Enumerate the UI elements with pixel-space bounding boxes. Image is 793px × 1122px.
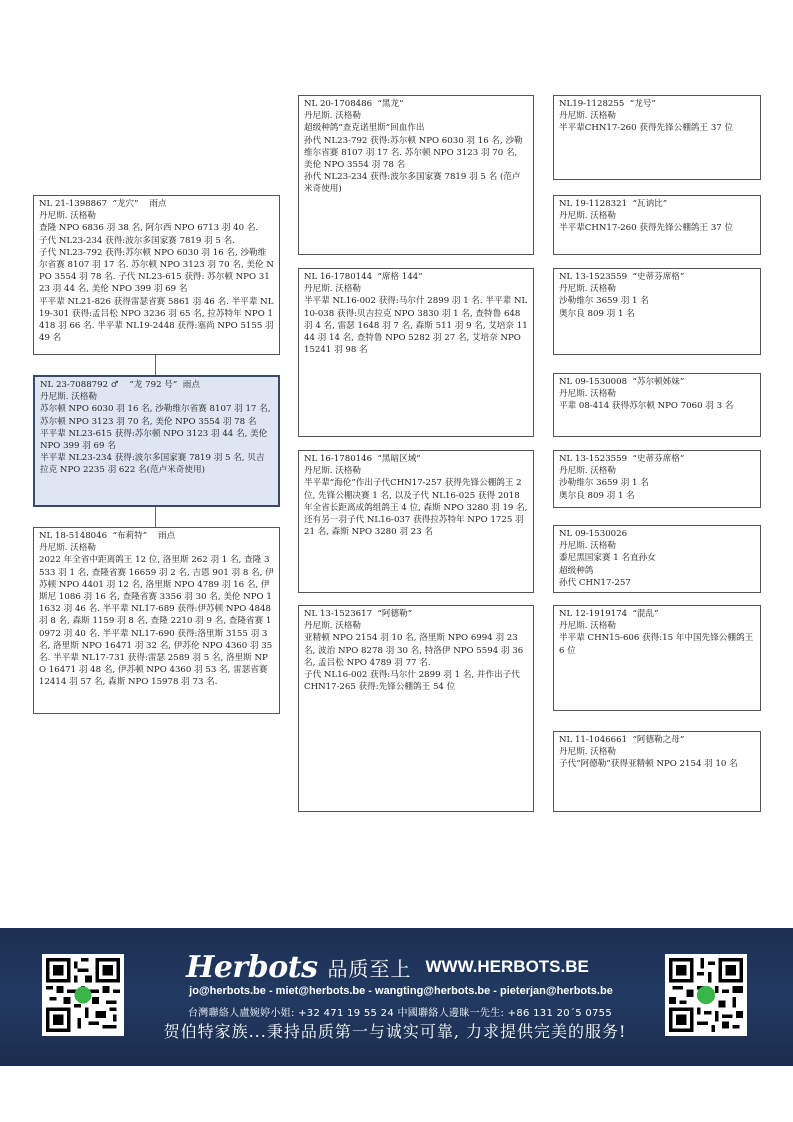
- pedigree-card-dss: [553, 450, 761, 508]
- pedigree-card-ssd: [553, 195, 761, 255]
- results-text: 沙勒维尔 3659 羽 1 名: [559, 478, 649, 489]
- results-text: 半平辈 NL23-234 获得:波尔多国家赛 7819 羽 5 名, 贝吉拉克 NPO 2235 羽 622 名(范卢米奇使用): [40, 453, 265, 476]
- ring-number-name: NL 19-1128321 “瓦讷比”: [559, 199, 668, 209]
- qr-code-icon[interactable]: [42, 954, 124, 1036]
- pedigree-card-sire: [33, 195, 280, 355]
- breeder-name: 丹尼斯. 沃格勒: [304, 621, 362, 632]
- results-text: 沙勒维尔 3659 羽 1 名: [559, 296, 649, 307]
- breeder-name: 丹尼斯. 沃格勒: [559, 211, 617, 222]
- results-text: 子代 NL23-792 获得:苏尔顿 NPO 6030 羽 16 名, 沙勒维尔省赛 8107 羽 17 名. 苏尔顿 NPO 3123 羽 70 名, 美伦 NPO 3554 羽 78 名. 子代 NL23-615 获得: 苏尔顿 NPO 3123 羽 44 名, 美伦 NPO 399 羽 69 名: [39, 247, 274, 295]
- pedigree-card-dam: [33, 527, 280, 714]
- connector-subject-dam: [155, 507, 156, 527]
- results-text: 亚精顿 NPO 2154 羽 10 名, 洛里斯 NPO 6994 羽 23 名, 波治 NPO 8278 羽 30 名, 特洛伊 NPO 5594 羽 36 名, 孟吕松 NPO 4789 羽 77 名.: [304, 633, 526, 668]
- ring-number-name: NL 13-1523617 “阿德勒”: [304, 609, 413, 619]
- results-text: 奥尔良 809 羽 1 名: [559, 308, 635, 319]
- results-text: 半平辈CHN17-260 获得先锋公棚鸽王 37 位: [559, 223, 734, 234]
- ring-number-name: NL 09-1530008 “苏尔顿姊妹”: [559, 377, 685, 387]
- breeder-name: 丹尼斯. 沃格勒: [559, 284, 617, 295]
- pedigree-card-dsd: [553, 525, 761, 593]
- ring-number-name: NL 12-1919174 “混乱”: [559, 609, 659, 619]
- results-text: 平平辈 NL21-826 获得雷瑟省赛 5861 羽 46 名. 半平辈 NL19-301 获得:孟吕松 NPO 3236 羽 65 名, 拉苏特年 NPO 1418 羽 66 名. 半平辈 NL19-2448 获得:塞尚 NPO 5155 羽 49 名: [39, 296, 277, 344]
- results-text: 超级种鸽“查克诺里斯”回血作出: [304, 123, 425, 134]
- results-text: 半平辈“海伦”作出子代CHN17-257 获得先锋公棚鸽王 2 位, 先锋公棚决赛 1 名, 以及子代 NL16-025 获得 2018 年全省长距离成鸽组鸽王 4 位, 森斯 NPO 3280 羽 19 名, 还有另一羽子代 NL16-037 获得拉苏特年 NPO 1725 羽 21 名, 森斯 NPO 3280 羽 23 名: [304, 478, 531, 538]
- ring-number-name: NL 21-1398867 “龙穴” 雨点: [39, 199, 167, 209]
- footer-tagline: 贺伯特家族...秉持品质第一与诚实可靠, 力求提供完美的服务!: [163, 1022, 627, 1041]
- results-text: 奥尔良 809 羽 1 名: [559, 490, 635, 501]
- pedigree-card-subject: [33, 375, 280, 507]
- website-link[interactable]: WWW.HERBOTS.BE: [425, 957, 589, 976]
- ring-number-name: NL 11-1046661 “阿德勒之母”: [559, 735, 685, 745]
- breeder-name: 丹尼斯. 沃格勒: [304, 111, 362, 122]
- results-text: 半平辈 NL16-002 获得:马尔什 2899 羽 1 名. 半平辈 NL10-038 获得:贝吉拉克 NPO 3830 羽 1 名, 查特鲁 648 羽 4 名, 雷瑟 1648 羽 7 名, 森斯 511 羽 9 名, 艾培奈 1144 羽 14 名, 查特鲁 NPO 5282 羽 27 名, 艾培奈 NPO 15241 羽 98 名: [304, 296, 528, 356]
- pedigree-card-dds: [553, 605, 761, 711]
- connector-sire-subject: [155, 355, 156, 375]
- pedigree-card-sire-dam: [298, 268, 534, 437]
- pedigree-card-dam-sire: [298, 450, 534, 593]
- herbots-logo: Herbots: [186, 949, 318, 985]
- results-text: 孙代 CHN17-257: [559, 577, 631, 588]
- ring-number-name: NL 09-1530026: [559, 529, 628, 539]
- breeder-name: 丹尼斯. 沃格勒: [39, 211, 97, 222]
- pedigree-card-ddd: [553, 731, 761, 812]
- contact-emails[interactable]: jo@herbots.be - miet@herbots.be - wangting@herbots.be - pieterjan@herbots.be: [189, 985, 613, 997]
- pedigree-card-sdd: [553, 373, 761, 437]
- ring-number-name: NL19-1128255 “龙号”: [559, 99, 656, 109]
- pedigree-card-sire-sire: [298, 95, 534, 255]
- ring-number-name: NL 18-5148046 “布莉特” 雨点: [39, 531, 176, 541]
- results-text: 半平辈 CHN15-606 获得:15 年中国先锋公棚鸽王 6 位: [559, 633, 756, 656]
- breeder-name: 丹尼斯. 沃格勒: [40, 392, 98, 403]
- results-text: 平辈 08-414 获得苏尔顿 NPO 7060 羽 3 名: [559, 401, 734, 412]
- ring-number-name: NL 16-1780146 “黑暗区域”: [304, 454, 421, 464]
- results-text: 查隆 NPO 6836 羽 38 名, 阿尔西 NPO 6713 羽 40 名.: [39, 223, 259, 234]
- ring-number-name: NL 23-7088792 ♂ “龙 792 号” 雨点: [40, 380, 200, 390]
- results-text: 孙代 NL23-792 获得:苏尔顿 NPO 6030 羽 16 名, 沙勒维尔省赛 8107 羽 17 名. 苏尔顿 NPO 3123 羽 70 名, 美伦 NPO 3554 羽 78 名: [304, 135, 523, 171]
- breeder-name: 丹尼斯. 沃格勒: [304, 284, 362, 295]
- results-text: 子代“阿德勒”获得亚精顿 NPO 2154 羽 10 名: [559, 759, 738, 770]
- results-text: 半平辈CHN17-260 获得先锋公棚鸽王 37 位: [559, 123, 734, 134]
- results-text: 苏尔顿 NPO 6030 羽 16 名, 沙勒维尔省赛 8107 羽 17 名, 苏尔顿 NPO 3123 羽 70 名, 美伦 NPO 3554 羽 78 名: [40, 404, 274, 427]
- results-text: 超级种鸽: [559, 565, 594, 576]
- breeder-name: 丹尼斯. 沃格勒: [39, 543, 97, 554]
- results-text: 黍尼黑国家赛 1 名直孙女: [559, 553, 656, 564]
- ring-number-name: NL 16-1780144 “席格 144”: [304, 272, 423, 282]
- contact-phones: 台灣聯絡人盧婉婷小姐: +32 471 19 55 24 中國聯絡人邊睐一先生: +86 131 20´5 0755: [187, 1008, 612, 1019]
- results-text: 平平辈 NL23-615 获得:苏尔顿 NPO 3123 羽 44 名, 美伦 NPO 399 羽 69 名: [40, 428, 270, 452]
- results-text: 子代 NL23-234 获得:波尔多国家赛 7819 羽 5 名.: [39, 235, 235, 246]
- results-text: 2022 年全省中距离鸽王 12 位, 洛里斯 262 羽 1 名, 查隆 3533 羽 1 名, 查隆省赛 16659 羽 2 名, 吉恩 901 羽 8 名, 伊苏顿 NPO 4401 羽 12 名, 洛里斯 NPO 4789 羽 16 名, 伊斯尼 1086 羽 16 名, 查隆省赛 3356 羽 30 名, 美伦 NPO 11632 羽 46 名. 半平辈 NL17-689 获得:伊苏顿 NPO 4848 羽 8 名, 森斯 1159 羽 8 名, 查隆 2210 羽 9 名, 查隆省赛 10972 羽 40 名. 半平辈 NL17-690 获得:洛里斯 3155 羽 3 名, 洛里斯 NPO 16471 羽 32 名, 伊苏伦 NPO 4360 羽 35 名. 半平辈 NL17-731 获得:雷瑟 2589 羽 5 名, 洛里斯 NPO 16471 羽 48 名, 伊苏顿 NPO 4360 羽 53 名, 雷瑟省赛 12414 羽 57 名, 森斯 NPO 15978 羽 73 名.: [39, 555, 275, 688]
- results-text: 子代 NL16-002 获得:马尔什 2899 羽 1 名, 并作出子代 CHN17-265 获得:先锋公棚鸽王 54 位: [304, 670, 523, 693]
- results-text: 孙代 NL23-234 获得:波尔多国家赛 7819 羽 5 名 (范卢米奇使用): [304, 172, 521, 195]
- breeder-name: 丹尼斯. 沃格勒: [559, 466, 617, 477]
- breeder-name: 丹尼斯. 沃格勒: [559, 541, 617, 552]
- pedigree-card-sds: [553, 268, 761, 355]
- breeder-name: 丹尼斯. 沃格勒: [559, 621, 617, 632]
- wechat-icon[interactable]: [665, 954, 747, 1036]
- footer-banner: [0, 928, 793, 1066]
- breeder-name: 丹尼斯. 沃格勒: [559, 111, 617, 122]
- pedigree-card-dam-dam: [298, 605, 534, 812]
- pedigree-card-sss: [553, 95, 761, 180]
- ring-number-name: NL 20-1708486 “黑龙”: [304, 99, 404, 109]
- breeder-name: 丹尼斯. 沃格勒: [559, 389, 617, 400]
- ring-number-name: NL 13-1523559 “史蒂芬席格”: [559, 272, 685, 282]
- ring-number-name: NL 13-1523559 “史蒂芬席格”: [559, 454, 685, 464]
- breeder-name: 丹尼斯. 沃格勒: [559, 747, 617, 758]
- breeder-name: 丹尼斯. 沃格勒: [304, 466, 362, 477]
- brand-row: [186, 950, 626, 984]
- brand-slogan: 品质至上: [327, 956, 412, 981]
